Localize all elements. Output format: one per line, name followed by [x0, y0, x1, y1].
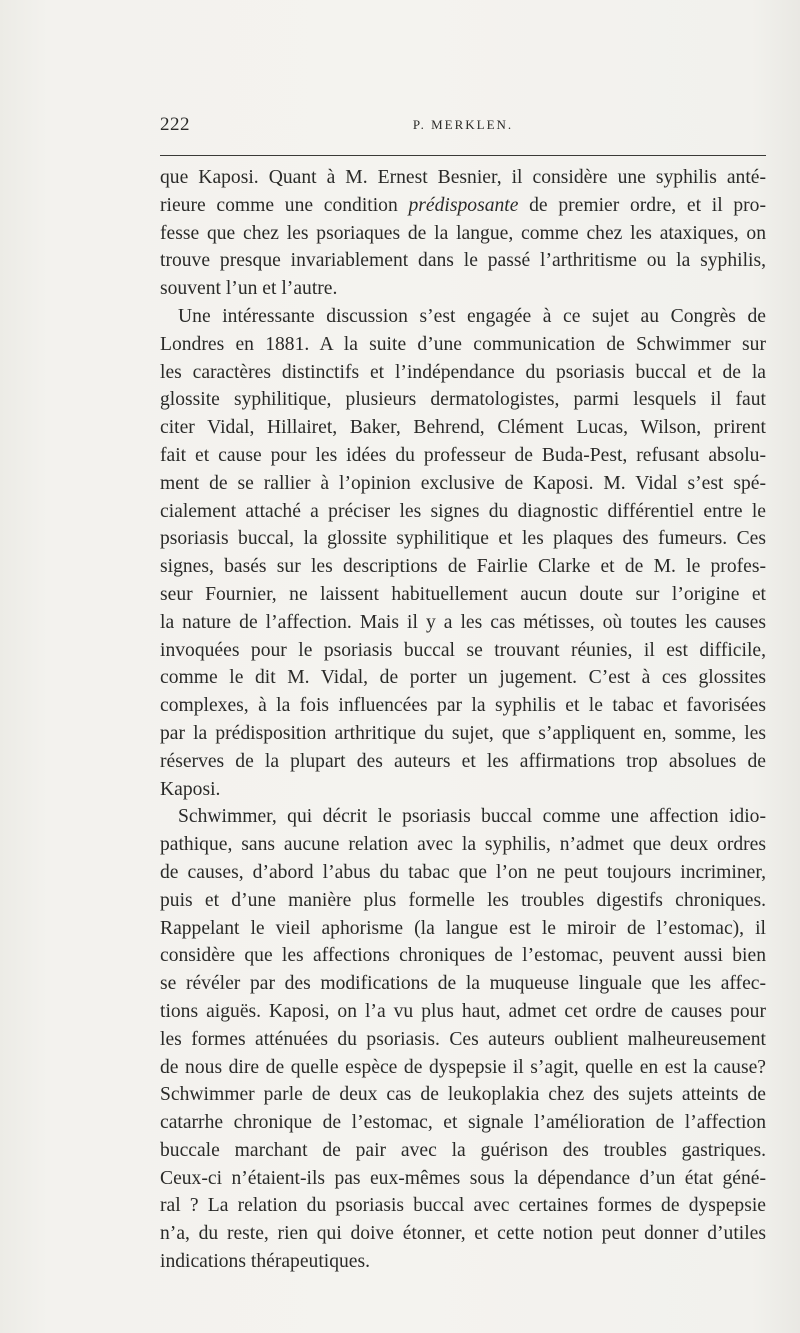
text-run: Schwimmer parle de deux cas de leukoplakia chez des sujets atteints de [160, 1084, 766, 1106]
text-run: Kaposi. [160, 778, 221, 800]
text-line [160, 1220, 766, 1248]
text-line [160, 1081, 766, 1109]
text-run: fait et cause pour les idées du professeur de Buda-Pest, refusant absolu- [160, 444, 766, 466]
text-run: buccale marchant de pair avec la guérison des troubles gastriques. [160, 1139, 766, 1161]
text-line [160, 525, 766, 553]
text-line [160, 1137, 766, 1165]
text-run: complexes, à la fois influencées par la syphilis et le tabac et favorisées [160, 695, 766, 717]
text-line [160, 915, 766, 943]
text-run: par la prédisposition arthritique du sujet, que s’appliquent en, somme, les [160, 722, 766, 744]
text-run: Ceux-ci n’étaient-ils pas eux-mêmes sous la dépendance d’un état géné- [160, 1167, 766, 1189]
text-line [160, 692, 766, 720]
text-run: se révéler par des modifications de la muqueuse linguale que les affec- [160, 973, 766, 995]
text-line [160, 1054, 766, 1082]
text-line [160, 192, 766, 220]
paragraph [160, 164, 766, 303]
text-line [160, 803, 766, 831]
text-line [160, 1165, 766, 1193]
text-line [160, 1192, 766, 1220]
text-run: ral ? La relation du psoriasis buccal avec certaines formes de dyspepsie [160, 1195, 766, 1217]
text-line [160, 303, 766, 331]
page-number: 222 [160, 114, 190, 135]
text-run: les formes atténuées du psoriasis. Ces auteurs oublient malheureusement [160, 1028, 766, 1050]
text-line [160, 414, 766, 442]
text-run: les caractères distinctifs et l’indépendance du psoriasis buccal et de la [160, 361, 766, 383]
text-line [160, 470, 766, 498]
text-run: Londres en 1881. A la suite d’une communication de Schwimmer sur [160, 333, 766, 355]
text-run: fesse que chez les psoriaques de la langue, comme chez les ataxiques, on [160, 222, 766, 244]
text-run: comme le dit M. Vidal, de porter un jugement. C’est à ces glossites [160, 667, 766, 689]
text-line [160, 581, 766, 609]
text-line [160, 498, 766, 526]
text-line [160, 998, 766, 1026]
paragraph [160, 803, 766, 1276]
text-line [160, 247, 766, 275]
text-line [160, 637, 766, 665]
text-line [160, 720, 766, 748]
text-line [160, 664, 766, 692]
text-run: que Kaposi. Quant à M. Ernest Besnier, il considère une syphilis anté- [160, 167, 766, 188]
page-header [160, 114, 766, 140]
text-line [160, 748, 766, 776]
text-line [160, 970, 766, 998]
text-run: rieure comme une condition [160, 194, 409, 216]
text-run: citer Vidal, Hillairet, Baker, Behrend, Clément Lucas, Wilson, prirent [160, 417, 766, 439]
text-line [160, 776, 766, 804]
text-run: tions aiguës. Kaposi, on l’a vu plus haut, admet cet ordre de causes pour [160, 1000, 766, 1022]
text-run: considère que les affections chroniques de l’estomac, peuvent aussi bien [160, 945, 766, 967]
text-run: de nous dire de quelle espèce de dyspepsie il s’agit, quelle en est la cause? [160, 1056, 766, 1078]
text-run: la nature de l’affection. Mais il y a les cas métisses, où toutes les causes [160, 611, 766, 633]
text-run: Une intéressante discussion s’est engagée à ce sujet au Congrès de [178, 305, 766, 327]
text-run: pathique, sans aucune relation avec la syphilis, n’admet que deux ordres [160, 834, 766, 856]
text-line [160, 831, 766, 859]
text-run: souvent l’un et l’autre. [160, 278, 338, 300]
text-run: ment de se rallier à l’opinion exclusive de Kaposi. M. Vidal s’est spé- [160, 472, 766, 494]
text-run: indications thérapeutiques. [160, 1251, 371, 1273]
text-line [160, 609, 766, 637]
text-run: réserves de la plupart des auteurs et les affirmations trop absolues de [160, 750, 766, 772]
body-text [160, 164, 766, 1276]
text-line [160, 275, 766, 303]
text-run: Rappelant le vieil aphorisme (la langue est le miroir de l’estomac), il [160, 917, 766, 939]
running-head: P. MERKLEN. [412, 117, 514, 132]
text-run: de causes, d’abord l’abus du tabac que l’on ne peut toujours incriminer, [160, 861, 766, 883]
text-run: Schwimmer, qui décrit le psoriasis buccal comme une affection idio- [178, 806, 766, 828]
text-line [160, 359, 766, 387]
text-line [160, 1248, 766, 1276]
text-line [160, 386, 766, 414]
text-line [160, 859, 766, 887]
italic-term: prédisposante [408, 194, 519, 216]
header-rule [160, 155, 766, 156]
text-run: puis et d’une manière plus formelle les troubles digestifs chroniques. [160, 889, 766, 911]
text-run: trouve presque invariablement dans le passé l’arthritisme ou la syphilis, [160, 250, 766, 272]
text-line [160, 887, 766, 915]
text-line [160, 164, 766, 192]
text-run: de premier ordre, et il pro- [518, 194, 766, 216]
text-line [160, 220, 766, 248]
text-line [160, 1109, 766, 1137]
text-run: seur Fournier, ne laissent habituellement aucun doute sur l’origine et [160, 583, 766, 605]
text-line [160, 553, 766, 581]
text-run: psoriasis buccal, la glossite syphilitique et les plaques des fumeurs. Ces [160, 528, 766, 550]
text-run: glossite syphilitique, plusieurs dermatologistes, parmi lesquels il faut [160, 389, 766, 411]
text-run: cialement attaché a préciser les signes du diagnostic différentiel entre le [160, 500, 766, 522]
text-line [160, 1026, 766, 1054]
text-line [160, 942, 766, 970]
text-line [160, 331, 766, 359]
text-line [160, 442, 766, 470]
text-run: invoquées pour le psoriasis buccal se trouvant réunies, il est difficile, [160, 639, 766, 661]
text-run: n’a, du reste, rien qui doive étonner, et cette notion peut donner d’utiles [160, 1223, 766, 1245]
text-run: catarrhe chronique de l’estomac, et signale l’amélioration de l’affection [160, 1112, 766, 1134]
text-run: signes, basés sur les descriptions de Fairlie Clarke et de M. le profes- [160, 556, 766, 578]
paragraph [160, 303, 766, 803]
